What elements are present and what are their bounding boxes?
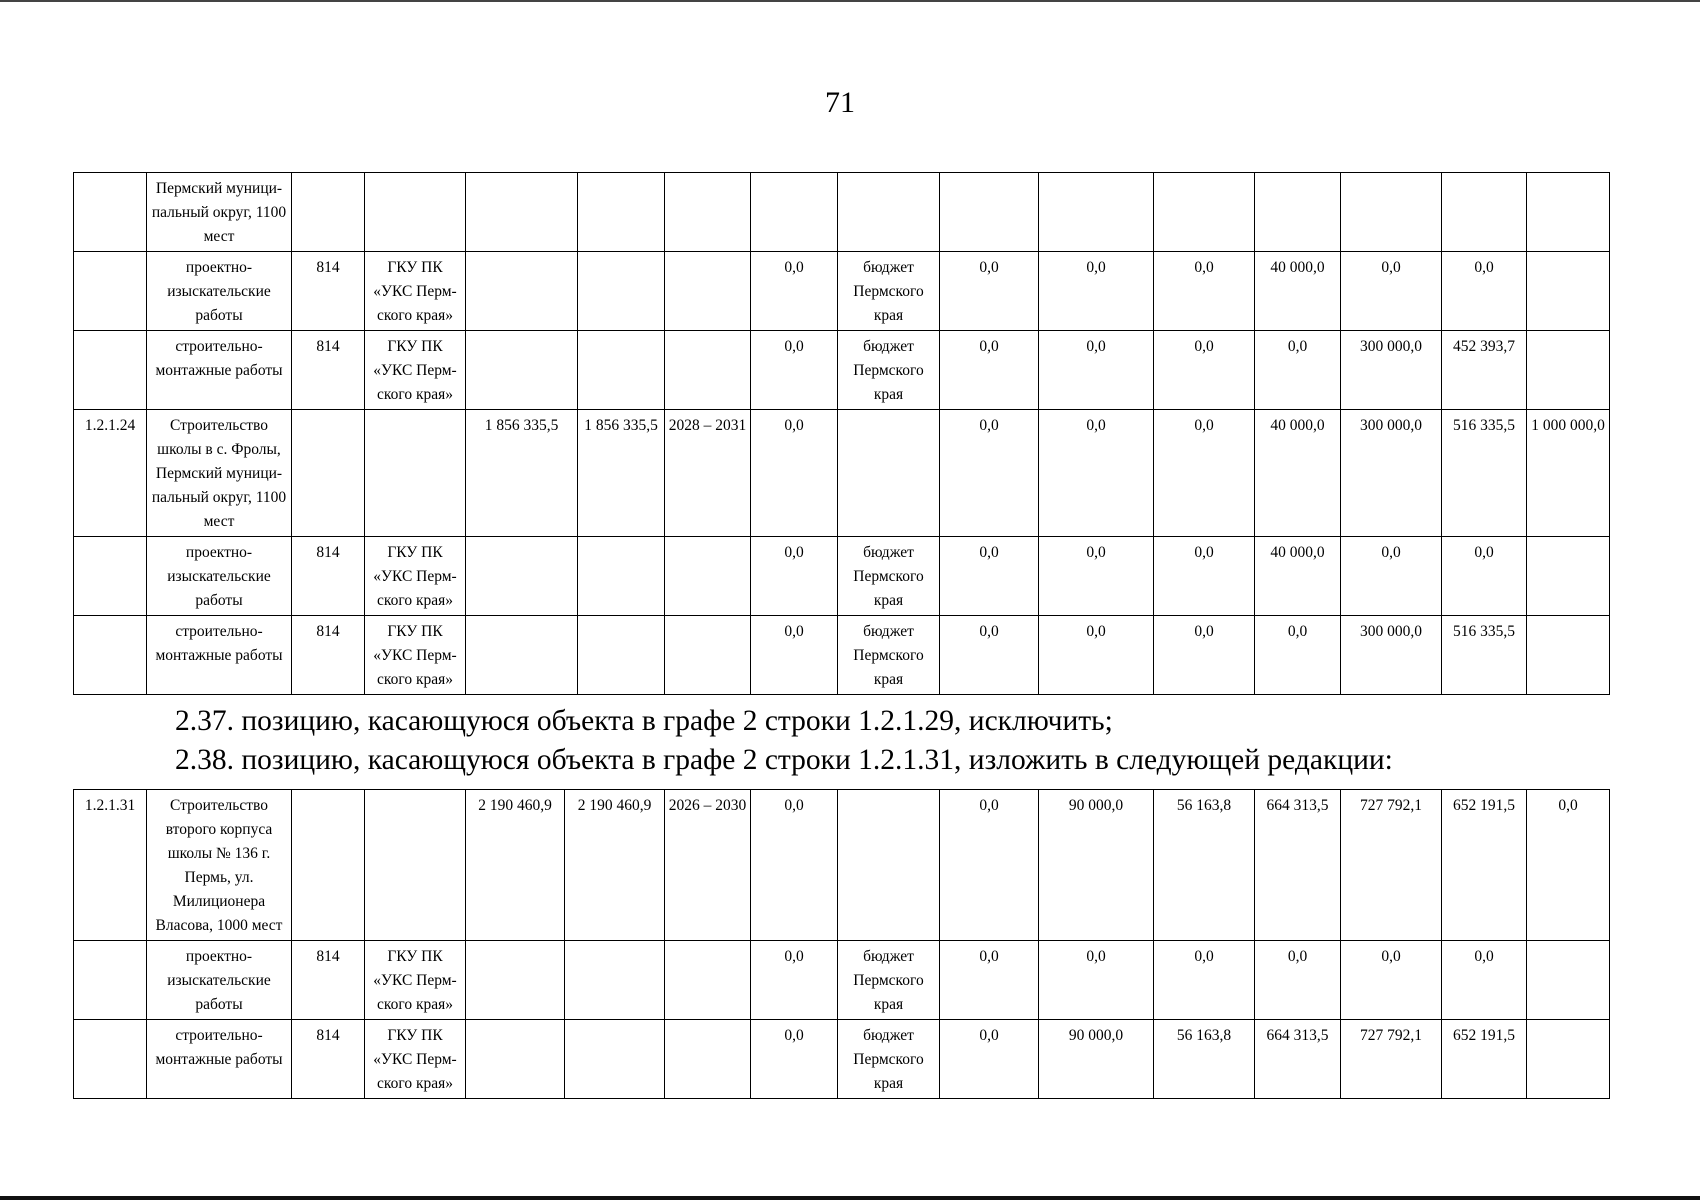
table-cell (365, 173, 466, 252)
table-cell (665, 1020, 751, 1099)
table-cell (1527, 331, 1610, 410)
table-cell: 0,0 (1255, 331, 1341, 410)
table-cell: 0,0 (1154, 252, 1255, 331)
table-cell: 0,0 (1442, 537, 1527, 616)
table-cell: 0,0 (1527, 790, 1610, 941)
table-cell (74, 252, 147, 331)
table-cell: 652 191,5 (1442, 1020, 1527, 1099)
table-cell: ГКУ ПК «УКС Перм-ского края» (365, 941, 466, 1020)
table-cell (74, 331, 147, 410)
table-cell: бюджет Пермского края (838, 616, 940, 695)
table-cell (1527, 173, 1610, 252)
table-cell: строительно-монтажные работы (147, 616, 292, 695)
table-cell: строительно-монтажные работы (147, 1020, 292, 1099)
table-cell: 0,0 (1255, 941, 1341, 1020)
table-cell (292, 790, 365, 941)
table-cell: 516 335,5 (1442, 410, 1527, 537)
table-cell: 90 000,0 (1039, 790, 1154, 941)
table-cell (1341, 173, 1442, 252)
table-cell: 0,0 (1154, 410, 1255, 537)
table-cell: 1.2.1.24 (74, 410, 147, 537)
table-row (74, 537, 1610, 616)
table-cell: 0,0 (1341, 252, 1442, 331)
table-cell: 300 000,0 (1341, 410, 1442, 537)
table-cell: 40 000,0 (1255, 252, 1341, 331)
table-cell: 0,0 (1255, 616, 1341, 695)
table-cell (751, 173, 838, 252)
table-cell: 1 856 335,5 (466, 410, 578, 537)
table-cell: 56 163,8 (1154, 1020, 1255, 1099)
table-cell (1255, 173, 1341, 252)
table-cell: 0,0 (940, 331, 1039, 410)
table-cell (838, 790, 940, 941)
scan-top-edge (0, 0, 1700, 2)
table-cell (665, 941, 751, 1020)
table-cell: 452 393,7 (1442, 331, 1527, 410)
table-cell (578, 616, 665, 695)
table-row (74, 252, 1610, 331)
table-cell (365, 410, 466, 537)
table-cell: 0,0 (1154, 331, 1255, 410)
table-cell (665, 173, 751, 252)
table-cell (466, 173, 578, 252)
table-cell: 300 000,0 (1341, 331, 1442, 410)
table-cell: Строительство второго корпуса школы № 136 г. Пермь, ул. Милиционера Власова, 1000 мест (147, 790, 292, 941)
table-cell: 2 190 460,9 (565, 790, 665, 941)
table-cell: 56 163,8 (1154, 790, 1255, 941)
table-cell: ГКУ ПК «УКС Перм-ского края» (365, 616, 466, 695)
table-cell (665, 331, 751, 410)
table-cell: 516 335,5 (1442, 616, 1527, 695)
scan-bottom-edge (0, 1196, 1700, 1200)
table-cell (365, 790, 466, 941)
table-row (74, 173, 1610, 252)
table-cell: 814 (292, 616, 365, 695)
table-cell (1527, 1020, 1610, 1099)
table-cell (565, 1020, 665, 1099)
table-cell: 300 000,0 (1341, 616, 1442, 695)
table-cell: 0,0 (1442, 252, 1527, 331)
table-cell: 0,0 (1039, 252, 1154, 331)
table-cell: 2028 – 2031 (665, 410, 751, 537)
instruction-2-37: 2.37. позицию, касающуюся объекта в графе 2 строки 1.2.1.29, исключить; (175, 705, 1113, 737)
table-cell: 0,0 (751, 941, 838, 1020)
table-cell (1154, 173, 1255, 252)
table-row (74, 941, 1610, 1020)
table-cell: 1 856 335,5 (578, 410, 665, 537)
table-cell (940, 173, 1039, 252)
table-cell: 2 190 460,9 (466, 790, 565, 941)
table-cell: 0,0 (940, 1020, 1039, 1099)
table-cell: 0,0 (940, 616, 1039, 695)
table-cell (665, 616, 751, 695)
table-cell: бюджет Пермского края (838, 941, 940, 1020)
table-cell: бюджет Пермского края (838, 1020, 940, 1099)
table-cell (74, 1020, 147, 1099)
table-cell (292, 410, 365, 537)
table-cell: ГКУ ПК «УКС Перм-ского края» (365, 252, 466, 331)
table-cell (838, 173, 940, 252)
table-cell (1039, 173, 1154, 252)
table-cell: 0,0 (940, 537, 1039, 616)
table-cell: 727 792,1 (1341, 790, 1442, 941)
table-cell: 40 000,0 (1255, 410, 1341, 537)
table-cell: 814 (292, 537, 365, 616)
table-cell (1442, 173, 1527, 252)
table-cell (74, 941, 147, 1020)
table-cell: 0,0 (940, 790, 1039, 941)
program-table-1 (73, 172, 1610, 695)
table-cell: 90 000,0 (1039, 1020, 1154, 1099)
table-cell (578, 252, 665, 331)
table-cell: 664 313,5 (1255, 1020, 1341, 1099)
table-cell: бюджет Пермского края (838, 331, 940, 410)
table-cell (466, 616, 578, 695)
table-cell: 664 313,5 (1255, 790, 1341, 941)
table-cell: 0,0 (1039, 331, 1154, 410)
table-cell: 0,0 (1154, 537, 1255, 616)
table-row (74, 790, 1610, 941)
table-cell (1527, 616, 1610, 695)
table-row (74, 331, 1610, 410)
table-cell: 814 (292, 1020, 365, 1099)
table-cell: 727 792,1 (1341, 1020, 1442, 1099)
table-cell (466, 252, 578, 331)
table-cell: ГКУ ПК «УКС Перм-ского края» (365, 1020, 466, 1099)
table-cell (838, 410, 940, 537)
table-cell: 0,0 (751, 252, 838, 331)
table-cell (1527, 537, 1610, 616)
table-cell: 0,0 (751, 1020, 838, 1099)
table-cell (466, 537, 578, 616)
table-cell (578, 173, 665, 252)
table-row (74, 616, 1610, 695)
table-cell (578, 537, 665, 616)
table-cell: ГКУ ПК «УКС Перм-ского края» (365, 331, 466, 410)
table-cell: Строительство школы в с. Фролы, Пермский муници-пальный округ, 1100 мест (147, 410, 292, 537)
table-cell: 0,0 (751, 616, 838, 695)
table-cell (565, 941, 665, 1020)
table-cell (578, 331, 665, 410)
table-cell (74, 616, 147, 695)
table-cell: 0,0 (751, 790, 838, 941)
table-cell (665, 537, 751, 616)
table-cell: 0,0 (1341, 537, 1442, 616)
table-cell: проектно-изыскательские работы (147, 252, 292, 331)
table-cell: 1.2.1.31 (74, 790, 147, 941)
table-cell: бюджет Пермского края (838, 537, 940, 616)
table-cell: 0,0 (1039, 941, 1154, 1020)
table-cell: строительно-монтажные работы (147, 331, 292, 410)
table-cell: 652 191,5 (1442, 790, 1527, 941)
table-cell: ГКУ ПК «УКС Перм-ского края» (365, 537, 466, 616)
table-cell (74, 537, 147, 616)
table-cell: 0,0 (1039, 537, 1154, 616)
table-cell: 0,0 (1039, 410, 1154, 537)
table-cell: 0,0 (1154, 941, 1255, 1020)
program-table-2 (73, 789, 1610, 1099)
table-cell (466, 941, 565, 1020)
table-cell: 0,0 (940, 941, 1039, 1020)
table-cell (1527, 941, 1610, 1020)
table-cell: 40 000,0 (1255, 537, 1341, 616)
table-row (74, 1020, 1610, 1099)
table-cell: 0,0 (1039, 616, 1154, 695)
table-cell: 814 (292, 252, 365, 331)
table-row (74, 410, 1610, 537)
table-cell: Пермский муници-пальный округ, 1100 мест (147, 173, 292, 252)
table-cell: 2026 – 2030 (665, 790, 751, 941)
table-cell (665, 252, 751, 331)
table-cell: проектно-изыскательские работы (147, 941, 292, 1020)
table-cell (74, 173, 147, 252)
table-cell (292, 173, 365, 252)
table-cell: 1 000 000,0 (1527, 410, 1610, 537)
table-cell (1527, 252, 1610, 331)
page-number: 71 (825, 86, 855, 119)
table-cell: 0,0 (751, 410, 838, 537)
table-cell: 0,0 (940, 252, 1039, 331)
table-cell: 0,0 (751, 537, 838, 616)
table-cell: 814 (292, 941, 365, 1020)
table-cell: бюджет Пермского края (838, 252, 940, 331)
table-cell: 814 (292, 331, 365, 410)
table-cell: 0,0 (1442, 941, 1527, 1020)
table-cell (466, 1020, 565, 1099)
table-cell: 0,0 (1154, 616, 1255, 695)
table-cell (466, 331, 578, 410)
table-cell: 0,0 (751, 331, 838, 410)
table-cell: 0,0 (940, 410, 1039, 537)
table-cell: 0,0 (1341, 941, 1442, 1020)
table-cell: проектно-изыскательские работы (147, 537, 292, 616)
instruction-2-38: 2.38. позицию, касающуюся объекта в графе 2 строки 1.2.1.31, изложить в следующей редакции: (175, 744, 1393, 776)
